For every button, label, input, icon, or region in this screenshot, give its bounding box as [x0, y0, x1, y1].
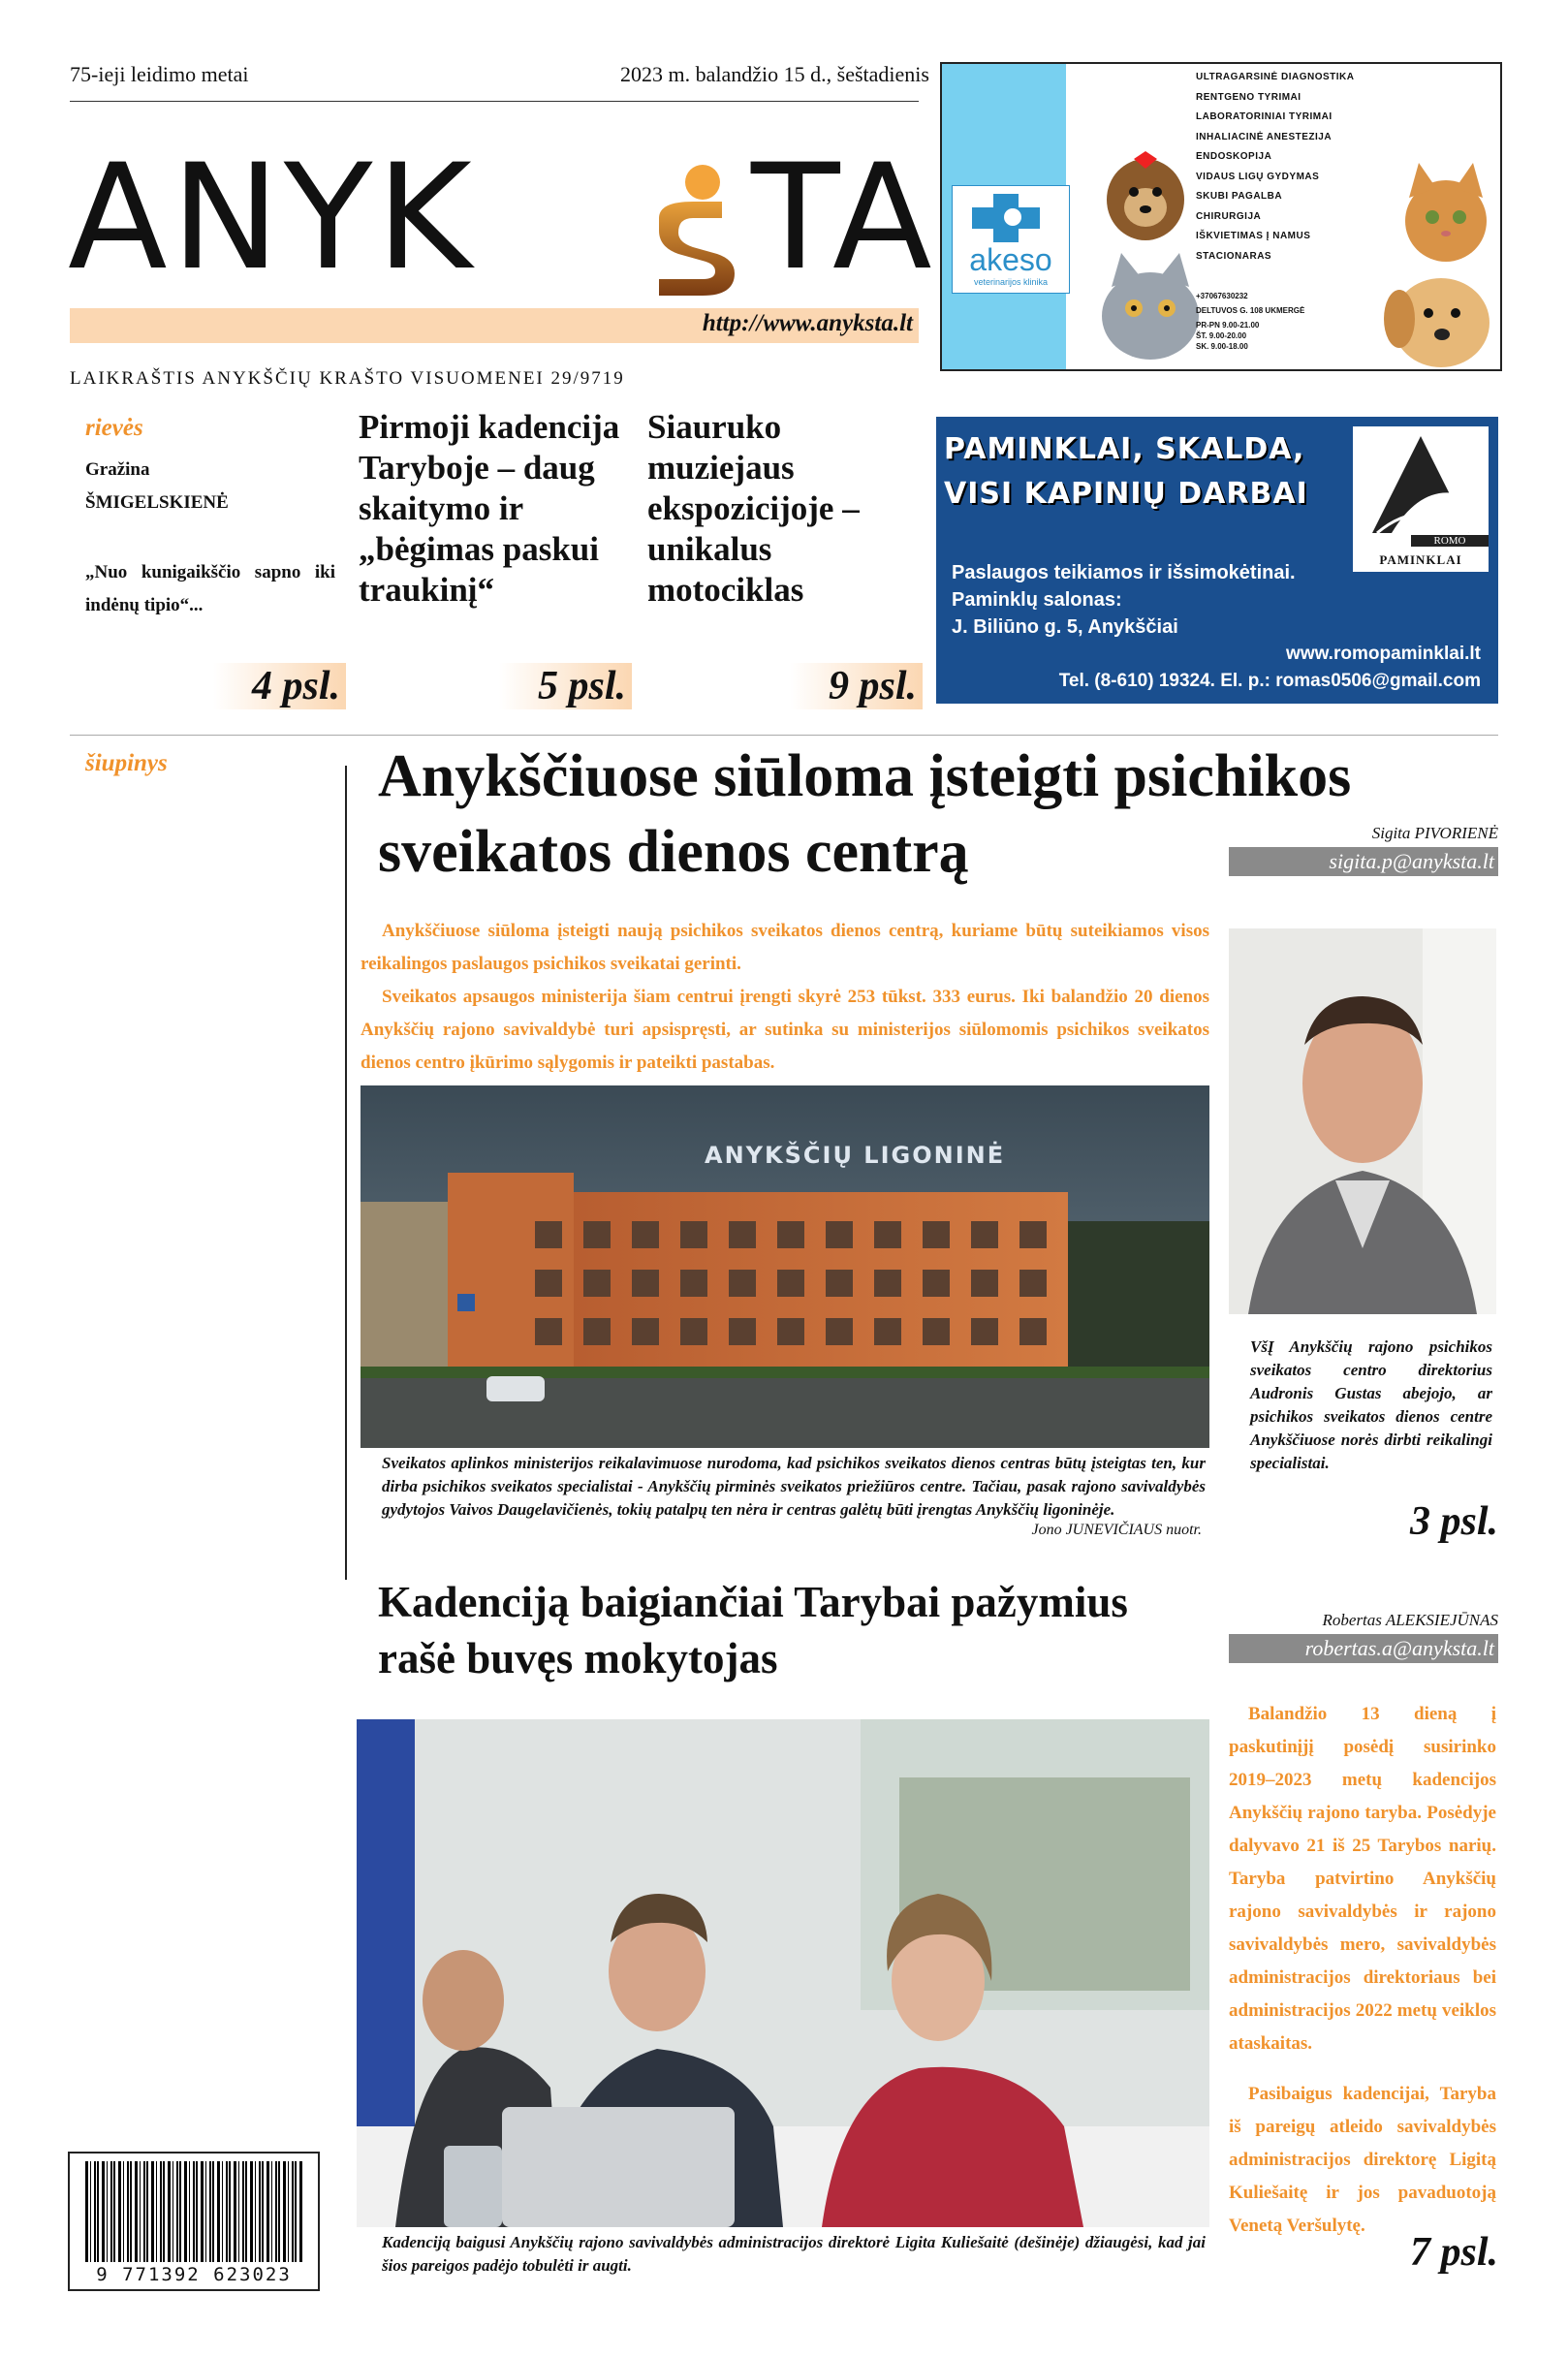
masthead-logo: [68, 134, 936, 302]
article1-author: Sigita PIVORIENĖ: [1371, 824, 1498, 842]
service-item: IŠKVIETIMAS Į NAMUS: [1196, 231, 1311, 241]
service-item: SKUBI PAGALBA: [1196, 191, 1283, 202]
council-photo: [357, 1719, 1209, 2227]
masthead-title-left: ANYK: [68, 134, 476, 302]
romo-logo: [1353, 426, 1489, 572]
edition-year: 75-ieji leidimo metai: [70, 62, 249, 86]
service-item: LABORATORINIAI TYRIMAI: [1196, 111, 1333, 122]
cat-photo: [1097, 248, 1204, 364]
teaser-author-last: ŠMIGELSKIENĖ: [85, 492, 229, 513]
site-url[interactable]: http://www.anyksta.lt: [702, 310, 913, 336]
article1-lead2: Sveikatos apsaugos ministerija šiam centrui įrengti skyrė 253 tūkst. 333 eurus. Iki balandžio 20 dienos Anykščių rajono savivaldybė turi apsispręsti, ar sutinka su ministerijos siūlomomis psichikos sveikatos dienos centro įkūrimo sąlygomis ir pateikti pastabas.: [361, 987, 1209, 1073]
teaser-section-rieves: rievės: [85, 415, 143, 441]
hours-line: ŠT. 9.00-20.00: [1196, 331, 1247, 340]
ad-romo-body1: Paslaugos teikiamos ir išsimokėtinai.: [952, 562, 1296, 583]
ad-akeso-contacts: [1196, 291, 1361, 352]
section-divider: [70, 735, 1498, 736]
ad-akeso-services: [1196, 68, 1390, 267]
service-item: VIDAUS LIGŲ GYDYMAS: [1196, 171, 1320, 182]
article1-caption: Sveikatos aplinkos ministerijos reikalavimuose nurodoma, kad psichikos sveikatos dienos centras būtų įsteigtas ten, kur dirba psichikos sveikatos specialistai - Anykščių pirminės sveikatos priežiūros centre. Tačiau, pasak rajono savivaldybės gydytojos Vaivos Daugelavičienės, tokių patalpų ten nėra ir centras galėtų būti įrengtas Anykščių ligoninėje.: [382, 1454, 1206, 1519]
dog2-photo: [1378, 263, 1499, 369]
hours-line: PR-PN 9.00-21.00: [1196, 321, 1260, 330]
article2-email[interactable]: robertas.a@anyksta.lt: [1229, 1634, 1498, 1663]
teaser-page-5[interactable]: 5 psl.: [499, 663, 632, 709]
ad-akeso-logo-sub: veterinarijos klinika: [973, 277, 1049, 287]
teaser-title-siauruko[interactable]: Siauruko muziejaus ekspozicijoje – unikalus motociklas: [647, 408, 860, 609]
masthead-subtitle: LAIKRAŠTIS ANYKŠČIŲ KRAŠTO VISUOMENEI 29/9719: [70, 368, 625, 389]
romo-logo-bottom: PAMINKLAI: [1379, 552, 1462, 567]
ad-akeso-logo: akeso: [969, 242, 1052, 277]
service-item: ENDOSKOPIJA: [1196, 151, 1272, 162]
romo-logo-top: ROMO: [1411, 535, 1489, 547]
triangle-logo-icon: [1353, 426, 1489, 543]
hospital-sign: ANYKŠČIŲ LIGONINĖ: [705, 1142, 1006, 1169]
teaser-title-kadencija[interactable]: Pirmoji kadencija Taryboje – daug skaitymo ir „bėgimas paskui traukinį“: [359, 408, 620, 609]
service-item: INHALIACINĖ ANESTEZIJA: [1196, 131, 1333, 142]
article1-headline[interactable]: Anykščiuose siūloma įsteigti psichikos sveikatos dienos centrą: [378, 743, 1352, 885]
article2-author: Robertas ALEKSIEJŪNAS: [1322, 1611, 1498, 1629]
barcode: [68, 2152, 320, 2291]
article1-page[interactable]: 3 psl.: [1409, 1499, 1498, 1544]
cat2-photo: [1397, 161, 1494, 267]
column-rule: [345, 766, 347, 1580]
teaser-page-4[interactable]: 4 psl.: [213, 663, 346, 709]
masthead-s-figure: [649, 165, 737, 296]
article2-headline[interactable]: Kadenciją baigiančiai Tarybai pažymius rašė buvęs mokytojas: [378, 1578, 1128, 1682]
article1-lead1: Anykščiuose siūloma įsteigti naują psichikos sveikatos dienos centrą, kuriame būtų suteikiamos visos reikalingos paslaugos psichikos sveikatai gerinti.: [361, 921, 1209, 974]
ad-romo[interactable]: [936, 417, 1498, 704]
article2-caption: Kadenciją baigusi Anykščių rajono savivaldybės administracijos direktorė Ligita Kuliešaitė (dešinėje) džiaugėsi, kad jai šios pareigos padėjo tobulėti ir augti.: [382, 2233, 1206, 2275]
sidebar-section-siupinys: šiupinys: [85, 750, 168, 776]
director-caption: VšĮ Anykščių rajono psichikos sveikatos centro direktorius Audronis Gustas abejojo, ar psichikos sveikatos dienos centre Anykščiuose norės dirbti reikalingi specialistai.: [1250, 1337, 1492, 1472]
masthead-title-right: TA: [751, 134, 936, 302]
service-item: RENTGENO TYRIMAI: [1196, 91, 1301, 103]
service-item: STACIONARAS: [1196, 250, 1272, 262]
teaser-author-first: Gražina: [85, 459, 150, 480]
article2-lead1: Balandžio 13 dieną į paskutinįjį posėdį susirinko 2019–2023 metų kadencijos Anykščių rajono taryba. Posėdyje dalyvavo 21 iš 25 Tarybos narių. Taryba patvirtino Anykščių rajono savivaldybės ir rajono savivaldybės mero, savivaldybės administracijos direktoriaus bei administracijos 2022 metų veiklos ataskaitas.: [1229, 1704, 1496, 2054]
ad-romo-line2: VISI KAPINIŲ DARBAI: [944, 477, 1308, 511]
director-portrait: [1229, 928, 1496, 1314]
service-item: ULTRAGARSINĖ DIAGNOSTIKA: [1196, 72, 1355, 82]
phone-text: +37067630232: [1196, 292, 1248, 300]
ad-akeso-logo-box: [952, 185, 1070, 294]
address-text: DELTUVOS G. 108 UKMERGĖ: [1196, 306, 1305, 315]
teaser-rieves-text[interactable]: „Nuo kunigaikščio sapno iki indėnų tipio“...: [85, 562, 335, 615]
article1-credit: Jono JUNEVIČIAUS nuotr.: [1031, 1522, 1202, 1538]
article2-page[interactable]: 7 psl.: [1409, 2230, 1498, 2275]
teaser-page-9[interactable]: 9 psl.: [790, 663, 923, 709]
issue-date: 2023 m. balandžio 15 d., šeštadienis: [620, 62, 929, 86]
hours-line: SK. 9.00-18.00: [1196, 342, 1248, 351]
ad-romo-body2: Paminklų salonas:: [952, 589, 1122, 611]
barcode-bars: [85, 2161, 302, 2262]
dog-photo: [1097, 141, 1194, 248]
vet-cross-icon: [972, 194, 1040, 242]
header-rule: [70, 101, 919, 102]
article1-email[interactable]: sigita.p@anyksta.lt: [1229, 847, 1498, 876]
ad-romo-line1: PAMINKLAI, SKALDA,: [944, 432, 1305, 466]
service-item: CHIRURGIJA: [1196, 210, 1262, 222]
ad-akeso[interactable]: [940, 62, 1502, 371]
ad-romo-body3: J. Biliūno g. 5, Anykščiai: [952, 616, 1178, 638]
ad-romo-web[interactable]: www.romopaminklai.lt: [1286, 644, 1481, 664]
barcode-number: 9 771392 623023: [96, 2264, 292, 2285]
hospital-photo: [361, 1085, 1209, 1448]
article2-lead2: Pasibaigus kadencijai, Taryba iš pareigų atleido savivaldybės administracijos direktorę Ligitą Kuliešaitę ir jos pavaduotoją Venetą Veršulytę.: [1229, 2084, 1496, 2236]
ad-romo-contact[interactable]: Tel. (8-610) 19324. El. p.: romas0506@gmail.com: [1058, 671, 1481, 691]
